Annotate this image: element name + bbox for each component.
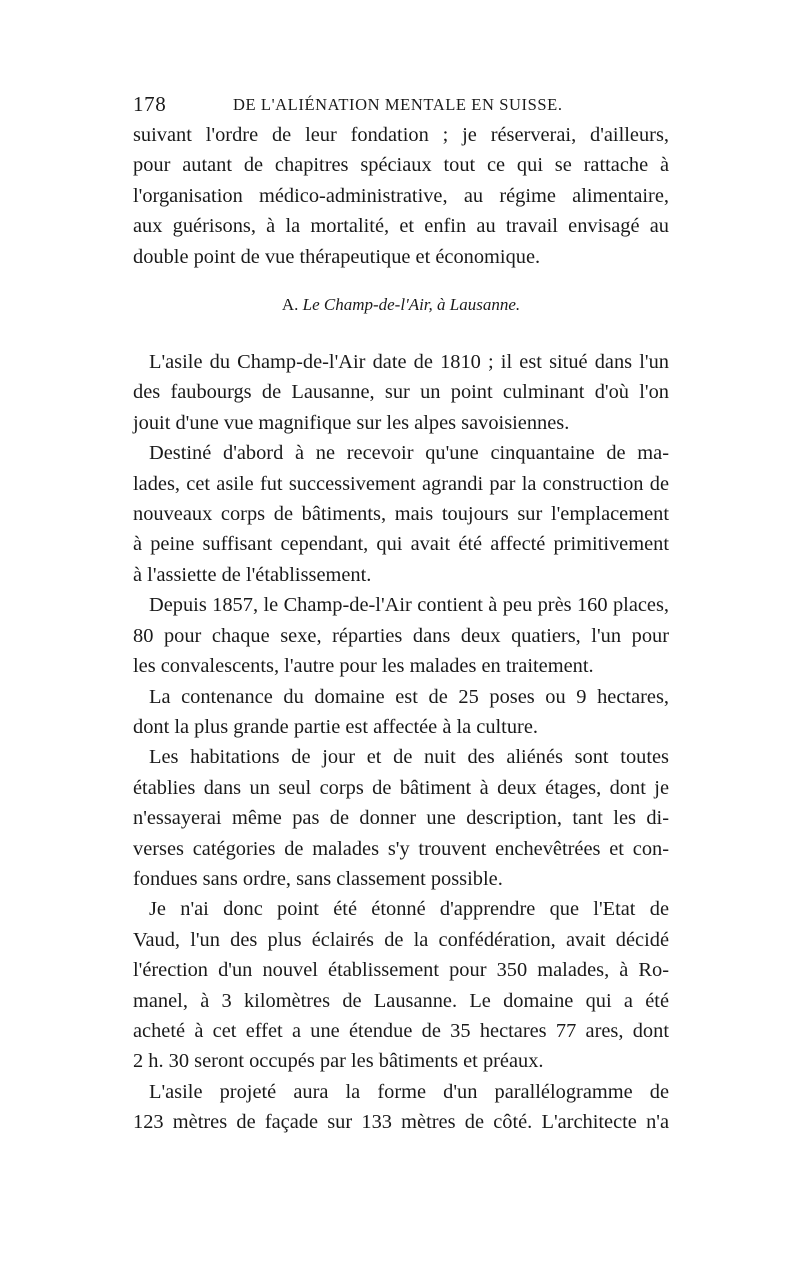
paragraph-line bbox=[133, 529, 669, 559]
paragraph bbox=[133, 742, 669, 772]
paragraph-line bbox=[133, 621, 669, 651]
paragraph-line bbox=[133, 408, 669, 438]
text-line: La contenance du domaine est de 25 poses ou 9 hectares, bbox=[149, 685, 669, 708]
text-line: acheté à cet effet a une étendue de 35 hectares 77 ares, dont bbox=[133, 1019, 669, 1042]
text-line: jouit d'une vue magnifique sur les alpes savoisiennes. bbox=[133, 411, 570, 434]
paragraph-line bbox=[133, 834, 669, 864]
text-line: à peine suffisant cependant, qui avait été affecté primitivement bbox=[133, 533, 669, 556]
text-line: n'essayerai même pas de donner une description, tant les di- bbox=[133, 807, 669, 830]
paragraph-line bbox=[133, 211, 669, 241]
paragraph-line bbox=[133, 242, 669, 272]
text-line: Destiné d'abord à ne recevoir qu'une cinquantaine de ma- bbox=[149, 442, 669, 465]
text-line: des faubourgs de Lausanne, sur un point culminant d'où l'on bbox=[133, 381, 669, 404]
paragraph-line bbox=[133, 986, 669, 1016]
paragraph-line bbox=[133, 1107, 669, 1137]
paragraph-line bbox=[133, 499, 669, 529]
text-line: dont la plus grande partie est affectée à la culture. bbox=[133, 715, 538, 738]
paragraph bbox=[133, 438, 669, 468]
paragraph-line bbox=[133, 560, 669, 590]
text-line: Les habitations de jour et de nuit des aliénés sont toutes bbox=[149, 746, 669, 769]
text-line: manel, à 3 kilomètres de Lausanne. Le domaine qui a été bbox=[133, 989, 669, 1012]
text-line: Depuis 1857, le Champ-de-l'Air contient à peu près 160 places, bbox=[149, 594, 669, 617]
text-line: verses catégories de malades s'y trouvent enchevêtrées et con- bbox=[133, 837, 669, 860]
paragraph-line bbox=[133, 150, 669, 180]
paragraph bbox=[133, 347, 669, 377]
paragraph-line bbox=[133, 925, 669, 955]
paragraph bbox=[133, 590, 669, 620]
paragraph-line bbox=[133, 712, 669, 742]
paragraph-line bbox=[133, 181, 669, 211]
text-line: L'asile projeté aura la forme d'un parallélogramme de bbox=[149, 1080, 669, 1103]
text-line: les convalescents, l'autre pour les malades en traitement. bbox=[133, 655, 594, 678]
text-line: nouveaux corps de bâtiments, mais toujours sur l'emplacement bbox=[133, 503, 669, 526]
body-text bbox=[133, 120, 669, 1138]
text-line: l'érection d'un nouvel établissement pour 350 malades, à Ro- bbox=[133, 959, 669, 982]
text-line: pour autant de chapitres spéciaux tout ce qui se rattache à bbox=[133, 154, 669, 177]
paragraph bbox=[133, 120, 669, 150]
text-line: suivant l'ordre de leur fondation ; je réserverai, d'ailleurs, bbox=[133, 124, 669, 146]
paragraph-line bbox=[133, 469, 669, 499]
text-line: 80 pour chaque sexe, réparties dans deux quatiers, l'un pour bbox=[133, 624, 669, 647]
text-line: L'asile du Champ-de-l'Air date de 1810 ; il est situé dans l'un bbox=[149, 351, 669, 374]
text-line: 2 h. 30 seront occupés par les bâtiments et préaux. bbox=[133, 1050, 544, 1073]
running-head: DE L'ALIÉNATION MENTALE EN SUISSE. bbox=[233, 95, 563, 114]
section-letter: A. bbox=[281, 295, 299, 315]
paragraph-line bbox=[133, 955, 669, 985]
paragraph bbox=[133, 682, 669, 712]
page-number: 178 bbox=[133, 92, 167, 116]
page-header bbox=[133, 92, 669, 118]
text-line: 123 mètres de façade sur 133 mètres de côté. L'architecte n'a bbox=[133, 1111, 669, 1134]
paragraph-line bbox=[133, 803, 669, 833]
paragraph bbox=[133, 894, 669, 924]
paragraph-line bbox=[133, 651, 669, 681]
section-heading bbox=[133, 293, 669, 317]
text-line: Je n'ai donc point été étonné d'apprendre que l'Etat de bbox=[149, 898, 669, 921]
text-line: Vaud, l'un des plus éclairés de la confédération, avait décidé bbox=[133, 928, 669, 951]
paragraph-line bbox=[133, 864, 669, 894]
text-line: double point de vue thérapeutique et économique. bbox=[133, 245, 541, 268]
text-line: à l'assiette de l'établissement. bbox=[133, 563, 372, 586]
text-line: l'organisation médico-administrative, au régime alimentaire, bbox=[133, 184, 669, 207]
section-title: Le Champ-de-l'Air, à Lausanne. bbox=[302, 295, 521, 315]
paragraph-line bbox=[133, 1016, 669, 1046]
paragraph-line bbox=[133, 1046, 669, 1076]
text-line: fondues sans ordre, sans classement possible. bbox=[133, 867, 503, 890]
text-line: lades, cet asile fut successivement agrandi par la construction de bbox=[133, 472, 669, 495]
text-line: aux guérisons, à la mortalité, et enfin au travail envisagé au bbox=[133, 215, 669, 238]
paragraph-line bbox=[133, 773, 669, 803]
paragraph bbox=[133, 1077, 669, 1107]
text-line: établies dans un seul corps de bâtiment à deux étages, dont je bbox=[133, 776, 669, 799]
paragraph-line bbox=[133, 377, 669, 407]
